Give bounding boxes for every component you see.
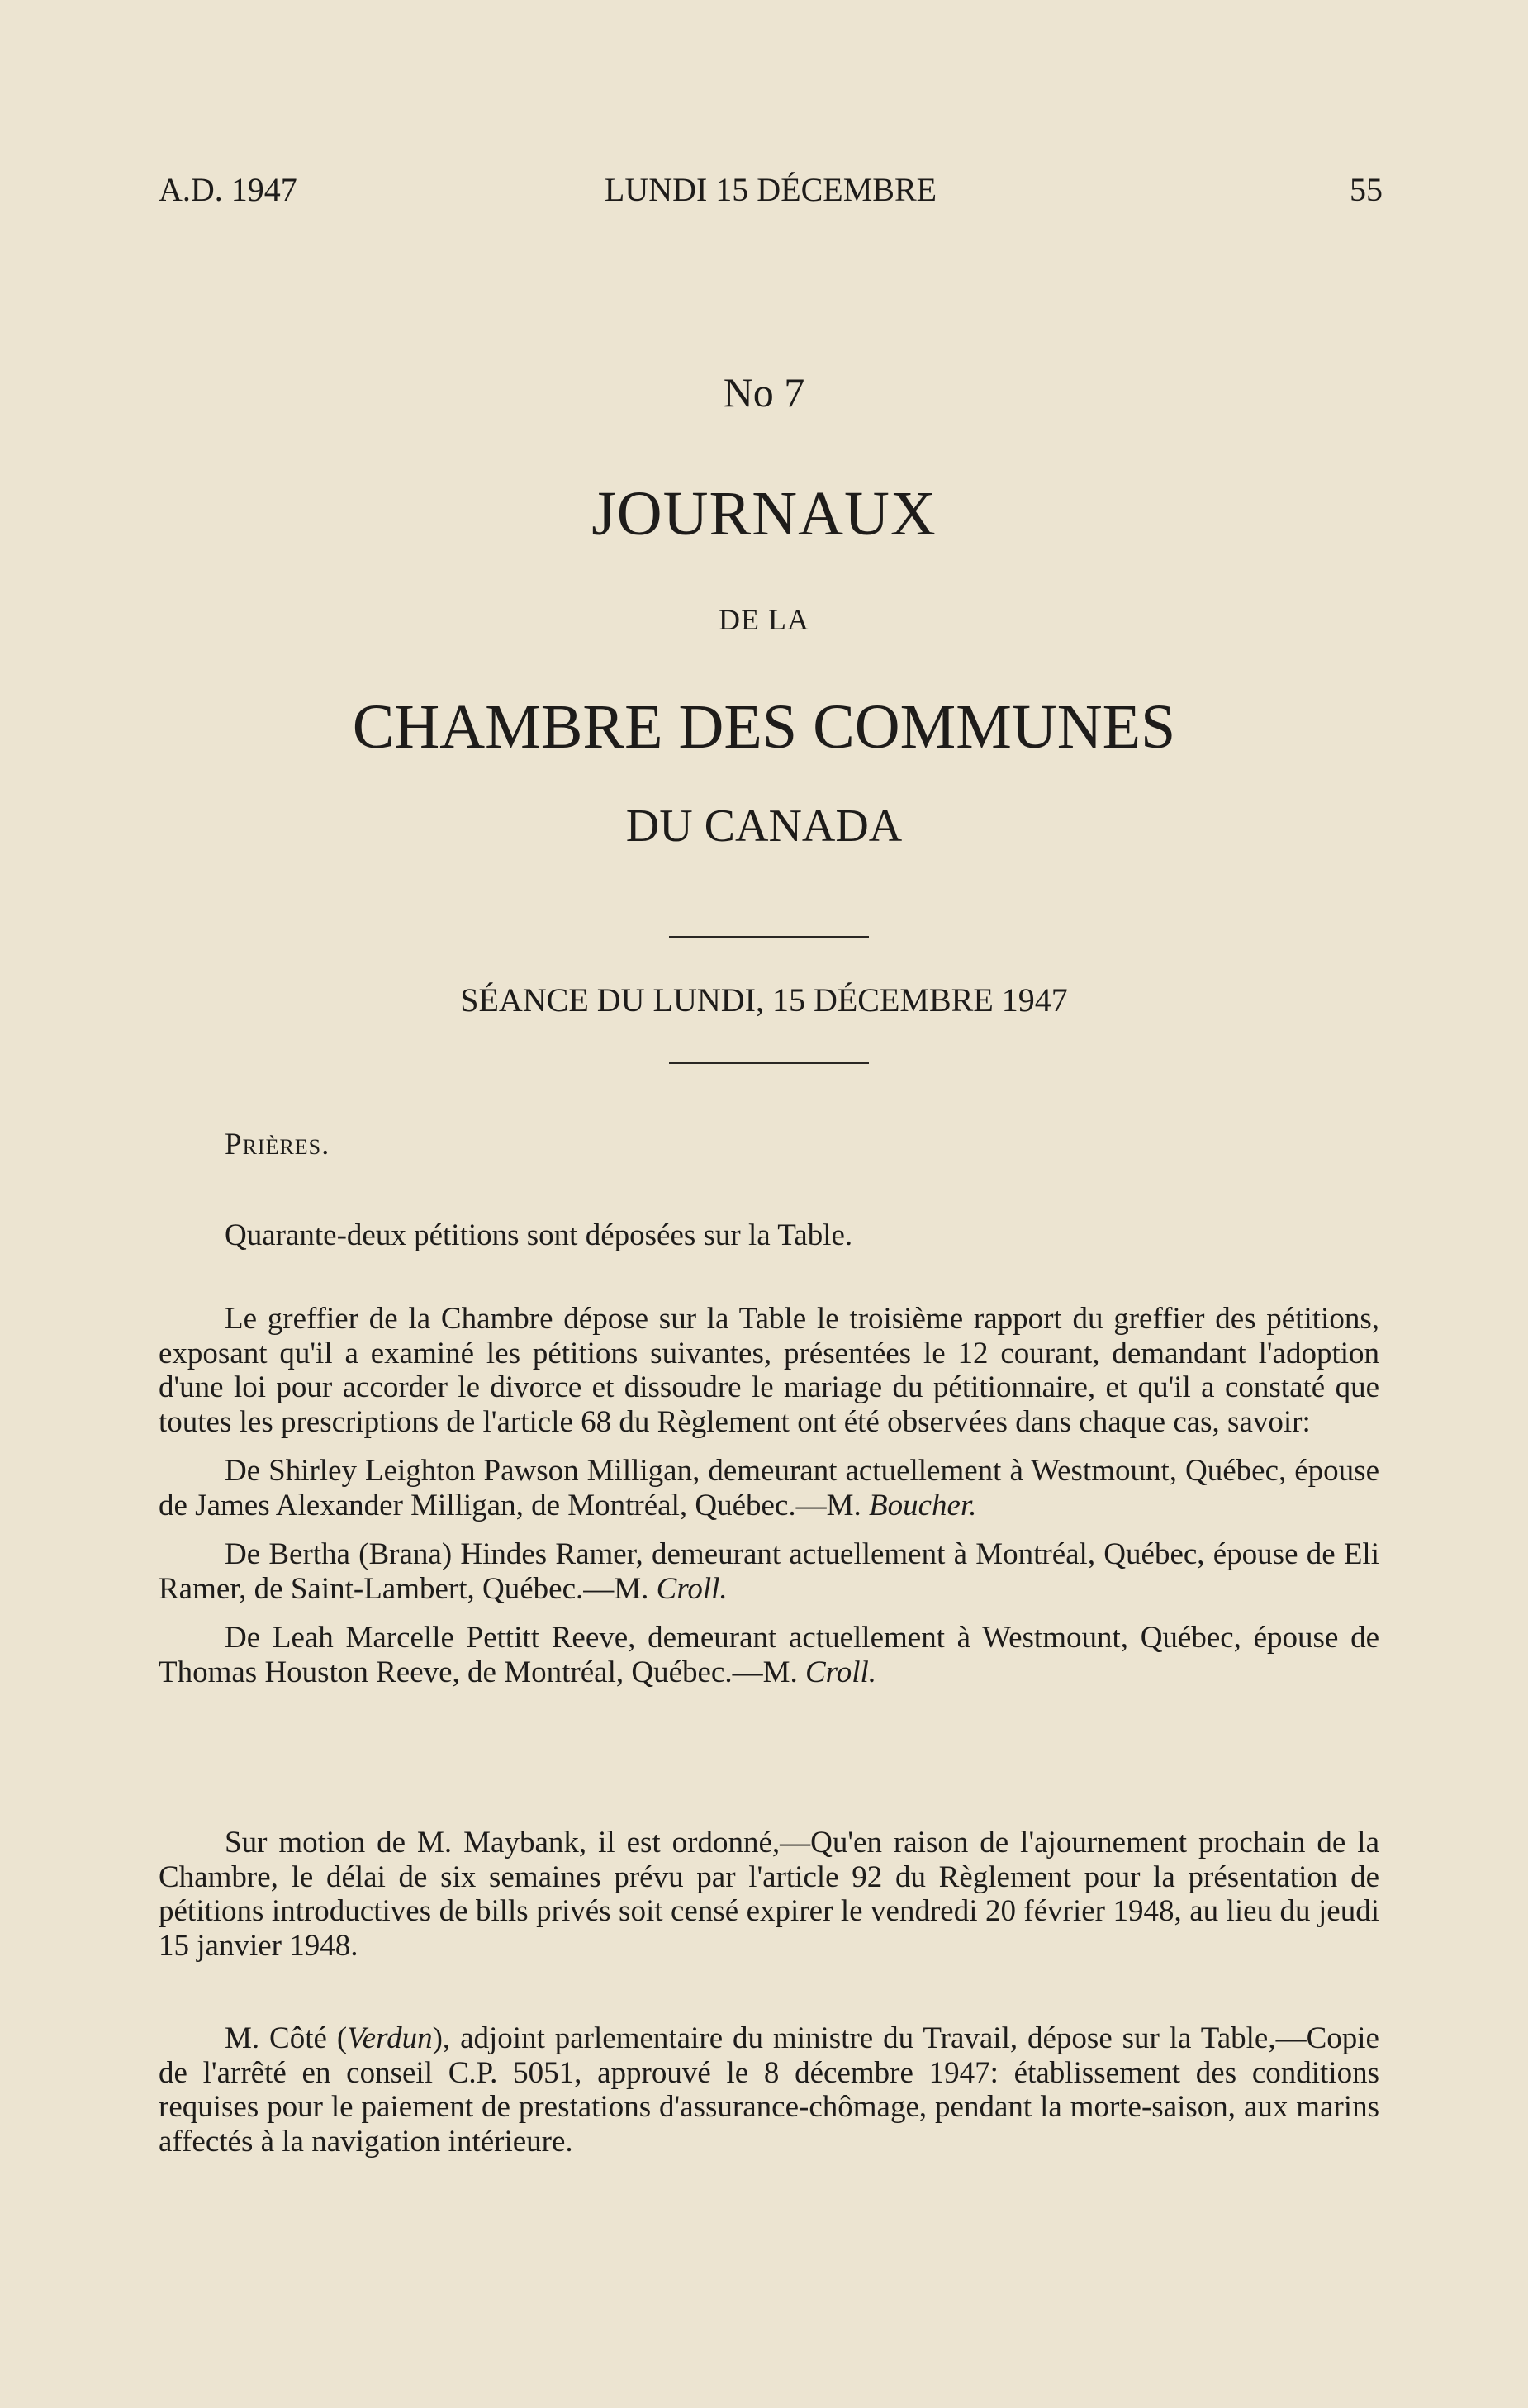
prayers-label: Prières. xyxy=(225,1128,330,1161)
tabling-rest: ), adjoint parlementaire du ministre du Travail, dépose sur la Table,—Copie de l'arrêté en conseil C.P. 5051, approuvé le 8 décembre 1947: établissement des conditions requises pour le paiement de prestations d'assurance-chômage, pendant la morte-saison, aux marins affectés à la navigation intérieure. xyxy=(159,2021,1379,2159)
motion-text: Sur motion de M. Maybank, il est ordonné,—Qu'en raison de l'ajournement prochain de la Chambre, le délai de six semaines prévu par l'article 92 du Règlement pour la présentation de pétitions introductives de bills privés soit censé expirer le vendredi 20 février 1948, au lieu du jeudi 15 janvier 1948. xyxy=(159,1826,1379,1963)
petitions-tabled-text: Quarante-deux pétitions sont déposées sur la Table. xyxy=(225,1218,853,1252)
motion-paragraph xyxy=(159,1826,1379,1963)
journal-title: JOURNAUX xyxy=(591,479,937,549)
running-head-date: LUNDI 15 DÉCEMBRE xyxy=(604,171,937,208)
running-head xyxy=(159,169,1383,211)
title-connector: DE LA xyxy=(719,603,809,636)
divider-bottom xyxy=(669,1062,869,1064)
petition-entry xyxy=(159,1454,1379,1522)
tabling-riding: Verdun xyxy=(347,2021,433,2055)
petition-member: Croll. xyxy=(804,1655,876,1689)
petition-text: De Bertha (Brana) Hindes Ramer, demeurant actuellement à Montréal, Québec, épouse de Eli Ramer, de Saint-Lambert, Québec.—M. xyxy=(159,1537,1379,1606)
clerk-report-text: Le greffier de la Chambre dépose sur la Table le troisième rapport du greffier des pétitions, exposant qu'il a examiné les pétitions suivantes, présentées le 12 courant, demandant l'adoption d'une loi pour accorder le divorce et dissoudre le mariage du pétitionnaire, et qu'il a constaté que toutes les prescriptions de l'article 68 du Règlement ont été observées dans chaque cas, savoir: xyxy=(159,1302,1379,1439)
petition-member: Boucher. xyxy=(869,1488,977,1522)
clerk-report-section xyxy=(159,1302,1379,1689)
country-name: DU CANADA xyxy=(625,800,903,852)
page-number: 55 xyxy=(1350,171,1383,208)
tabling-text xyxy=(159,2021,1379,2159)
petition-text: De Shirley Leighton Pawson Milligan, demeurant actuellement à Westmount, Québec, épouse de James Alexander Milligan, de Montréal, Québec.—M. xyxy=(159,1454,1379,1522)
sitting-heading: SÉANCE DU LUNDI, 15 DÉCEMBRE 1947 xyxy=(460,981,1068,1019)
petition-text: De Leah Marcelle Pettitt Reeve, demeurant actuellement à Westmount, Québec, épouse de Thomas Houston Reeve, de Montréal, Québec.—M. xyxy=(159,1621,1379,1689)
running-head-year: A.D. 1947 xyxy=(159,171,297,208)
petition-member: Croll. xyxy=(656,1571,728,1606)
tabling-lead: M. Côté ( xyxy=(225,2021,348,2055)
divider-top xyxy=(669,936,869,938)
issue-number: No 7 xyxy=(723,369,805,416)
tabling-paragraph xyxy=(159,2021,1379,2159)
petition-entry xyxy=(159,1621,1379,1689)
petition-entry xyxy=(159,1537,1379,1606)
petitions-tabled-paragraph xyxy=(159,1218,1379,1253)
prayers-paragraph xyxy=(159,1128,1379,1162)
house-name: CHAMBRE DES COMMUNES xyxy=(352,692,1176,762)
